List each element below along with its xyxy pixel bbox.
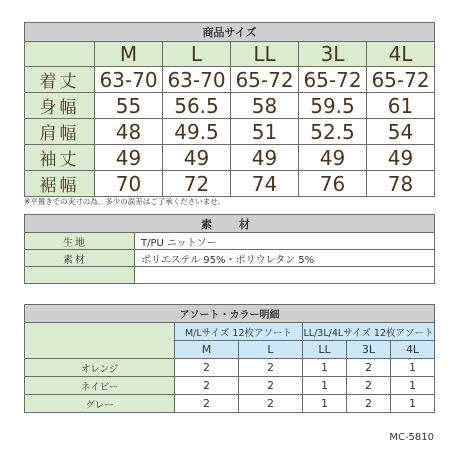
material-row xyxy=(25,233,435,250)
size-cell: 65-72 xyxy=(367,67,435,93)
size-col-header: 3L xyxy=(299,42,367,67)
size-table-title: 商品サイズ xyxy=(25,23,435,42)
assort-group-header: M/Lサイズ 12枚アソート xyxy=(175,323,303,341)
size-row-label: 身幅 xyxy=(25,93,95,119)
assort-cell: 2 xyxy=(239,395,303,413)
assort-table xyxy=(24,304,435,413)
assort-cell: 2 xyxy=(347,359,391,377)
assort-color-label: オレンジ xyxy=(25,359,175,377)
assort-cell: 1 xyxy=(303,359,347,377)
assort-cell: 2 xyxy=(239,359,303,377)
assort-row xyxy=(25,377,435,395)
assort-cell: 1 xyxy=(303,395,347,413)
size-col-header: L xyxy=(163,42,231,67)
size-cell: 55 xyxy=(95,93,163,119)
size-row xyxy=(25,171,435,197)
size-col-header: LL xyxy=(231,42,299,67)
size-row xyxy=(25,93,435,119)
assort-color-label: グレー xyxy=(25,395,175,413)
assort-color-label: ネイビー xyxy=(25,377,175,395)
size-col-header: M xyxy=(95,42,163,67)
size-cell: 54 xyxy=(367,119,435,145)
assort-size-header: 4L xyxy=(391,341,435,359)
assort-row xyxy=(25,395,435,413)
material-row-value: ポリエステル 95%・ポリウレタン 5% xyxy=(135,250,435,267)
size-cell: 58 xyxy=(231,93,299,119)
material-row xyxy=(25,250,435,267)
assort-cell: 2 xyxy=(239,377,303,395)
size-col-header: 4L xyxy=(367,42,435,67)
assort-cell: 2 xyxy=(175,377,239,395)
size-cell: 51 xyxy=(231,119,299,145)
size-cell: 65-72 xyxy=(231,67,299,93)
assort-size-header: LL xyxy=(303,341,347,359)
assort-row xyxy=(25,359,435,377)
assort-group-header: LL/3L/4Lサイズ 12枚アソート xyxy=(303,323,435,341)
assort-size-header: L xyxy=(239,341,303,359)
assort-table-title: アソート・カラー明細 xyxy=(25,305,435,323)
size-cell: 59.5 xyxy=(299,93,367,119)
size-row xyxy=(25,145,435,171)
size-cell: 52.5 xyxy=(299,119,367,145)
size-cell: 63-70 xyxy=(163,67,231,93)
material-table-title: 素 材 xyxy=(25,215,435,233)
size-cell: 70 xyxy=(95,171,163,197)
assort-cell: 2 xyxy=(347,377,391,395)
assort-cell: 2 xyxy=(347,395,391,413)
size-row xyxy=(25,67,435,93)
material-row-label: 素材 xyxy=(25,250,135,267)
size-cell: 74 xyxy=(231,171,299,197)
size-row-label: 裾幅 xyxy=(25,171,95,197)
size-cell: 63-70 xyxy=(95,67,163,93)
size-cell: 65-72 xyxy=(299,67,367,93)
size-cell: 49 xyxy=(95,145,163,171)
size-cell: 49 xyxy=(367,145,435,171)
size-row-label: 肩幅 xyxy=(25,119,95,145)
assort-cell: 2 xyxy=(175,359,239,377)
measurement-note: ※平置きでの実寸の為、多少の誤差はご了承くださいませ。 xyxy=(24,197,226,206)
product-code: MC-5810 xyxy=(389,432,434,443)
material-row xyxy=(25,267,435,284)
material-row-value: T/PU ニットソー xyxy=(135,233,435,250)
size-cell: 56.5 xyxy=(163,93,231,119)
material-row-value xyxy=(135,267,435,284)
material-table xyxy=(24,214,435,284)
size-corner-cell xyxy=(25,42,95,67)
size-row-label: 袖丈 xyxy=(25,145,95,171)
size-cell: 49 xyxy=(163,145,231,171)
material-row-label: 生地 xyxy=(25,233,135,250)
size-cell: 48 xyxy=(95,119,163,145)
assort-cell: 1 xyxy=(391,359,435,377)
size-table xyxy=(24,22,435,197)
size-row xyxy=(25,119,435,145)
assort-cell: 1 xyxy=(391,377,435,395)
assort-size-header: M xyxy=(175,341,239,359)
size-cell: 76 xyxy=(299,171,367,197)
assort-cell: 1 xyxy=(303,377,347,395)
size-cell: 49.5 xyxy=(163,119,231,145)
size-cell: 78 xyxy=(367,171,435,197)
assort-cell: 1 xyxy=(391,395,435,413)
assort-corner-cell xyxy=(25,323,175,359)
size-row-label: 着丈 xyxy=(25,67,95,93)
assort-size-header: 3L xyxy=(347,341,391,359)
assort-cell: 2 xyxy=(175,395,239,413)
size-cell: 49 xyxy=(231,145,299,171)
material-row-label xyxy=(25,267,135,284)
size-cell: 49 xyxy=(299,145,367,171)
size-cell: 61 xyxy=(367,93,435,119)
size-cell: 72 xyxy=(163,171,231,197)
